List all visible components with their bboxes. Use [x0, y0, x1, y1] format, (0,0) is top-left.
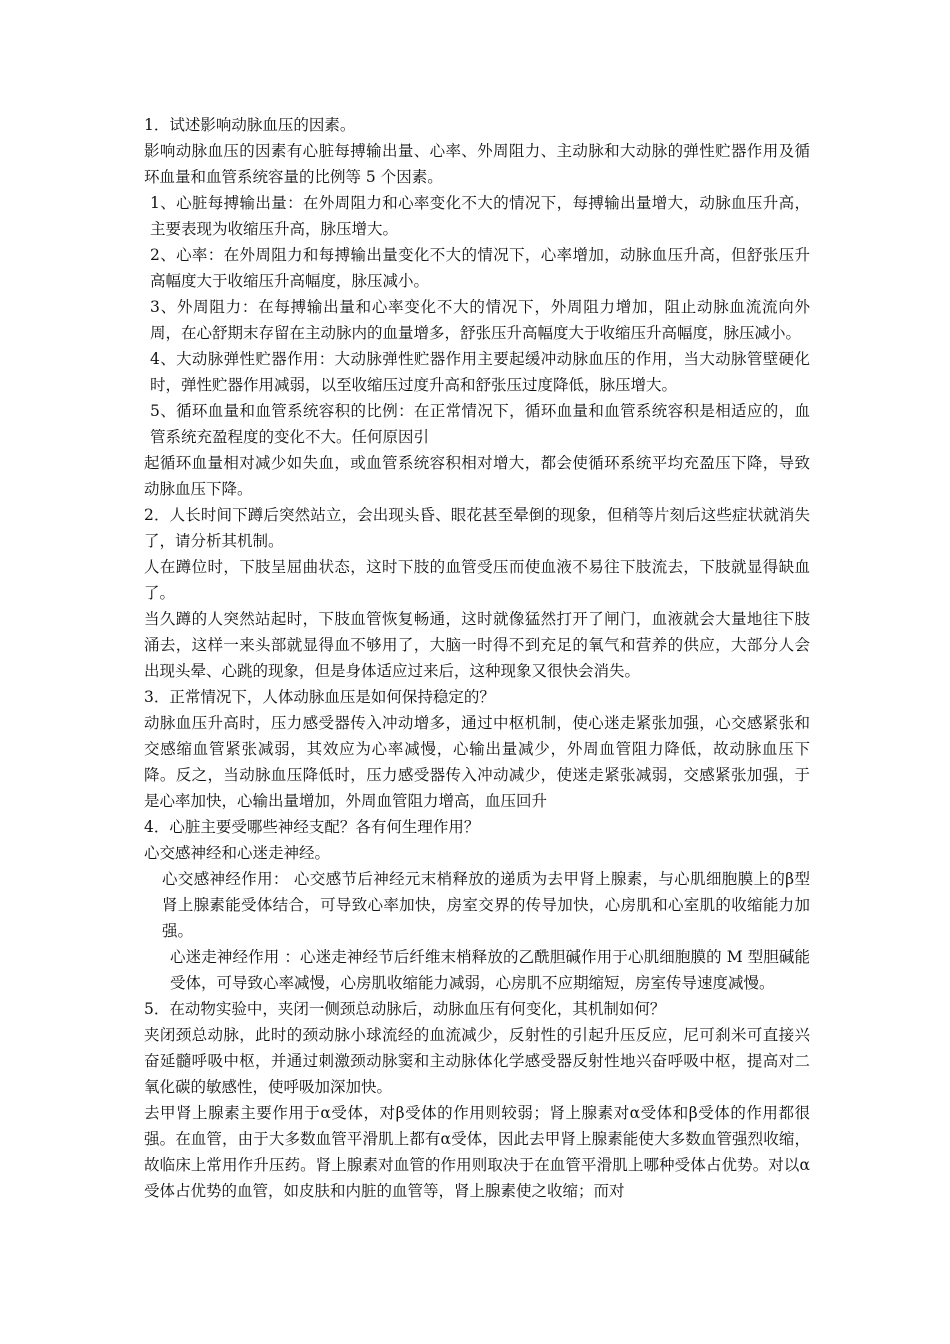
- answer-1-item-5-continued: 起循环血量相对减少如失血，或血管系统容积相对增大，都会使循环系统平均充盈压下降，导致动脉血压下降。: [144, 454, 810, 498]
- answer-1-item-5: 5、循环血量和血管系统容积的比例：在正常情况下，循环血量和血管系统容积是相适应的，血管系统充盈程度的变化不大。任何原因引: [150, 402, 810, 446]
- answer-1-item-4: 4、大动脉弹性贮器作用：大动脉弹性贮器作用主要起缓冲动脉血压的作用，当大动脉管壁硬化时，弹性贮器作用减弱，以至收缩压过度升高和舒张压过度降低，脉压增大。: [150, 350, 810, 394]
- answer-1-item-2: 2、心率：在外周阻力和每搏输出量变化不大的情况下，心率增加，动脉血压升高，但舒张压升高幅度大于收缩压升高幅度，脉压减小。: [150, 246, 810, 290]
- document-page: [144, 112, 810, 1204]
- answer-5-paragraph: 夹闭颈总动脉，此时的颈动脉小球流经的血流减少，反射性的引起升压反应，尼可刹米可直接兴奋延髓呼吸中枢，并通过刺激颈动脉窦和主动脉体化学感受器反射性地兴奋呼吸中枢，提高对二氧化碳的敏感性，使呼吸加深加快。: [144, 1026, 810, 1096]
- question-2-heading: 2．人长时间下蹲后突然站立，会出现头昏、眼花甚至晕倒的现象，但稍等片刻后这些症状就消失了，请分析其机制。: [144, 506, 810, 550]
- adrenaline-paragraph: 去甲肾上腺素主要作用于α受体，对β受体的作用则较弱；肾上腺素对α受体和β受体的作用都很强。在血管，由于大多数血管平滑肌上都有α受体，因此去甲肾上腺素能使大多数血管强烈收缩，故临床上常用作升压药。肾上腺素对血管的作用则取决于在血管平滑肌上哪种受体占优势。对以α受体占优势的血管，如皮肤和内脏的血管等，肾上腺素使之收缩；而对: [144, 1104, 810, 1200]
- answer-1-intro: 影响动脉血压的因素有心脏每搏输出量、心率、外周阻力、主动脉和大动脉的弹性贮器作用及循环血量和血管系统容量的比例等 5 个因素。: [144, 142, 810, 186]
- answer-1-item-3: 3、外周阻力：在每搏输出量和心率变化不大的情况下，外周阻力增加，阻止动脉血流流向外周，在心舒期末存留在主动脉内的血量增多，舒张压升高幅度大于收缩压升高幅度，脉压减小。: [150, 298, 810, 342]
- answer-4-summary: 心交感神经和心迷走神经。: [144, 844, 331, 862]
- answer-1-item-1: 1、心脏每搏输出量：在外周阻力和心率变化不大的情况下，每搏输出量增大，动脉血压升高，主要表现为收缩压升高，脉压增大。: [150, 194, 810, 238]
- answer-2-paragraph-2: 当久蹲的人突然站起时，下肢血管恢复畅通，这时就像猛然打开了闸门，血液就会大量地往下肢涌去，这样一来头部就显得血不够用了，大脑一时得不到充足的氧气和营养的供应，大部分人会出现头晕、心跳的现象，但是身体适应过来后，这种现象又很快会消失。: [144, 610, 810, 680]
- question-4-heading: 4．心脏主要受哪些神经支配？各有何生理作用？: [144, 818, 480, 836]
- answer-3-paragraph: 动脉血压升高时，压力感受器传入冲动增多，通过中枢机制，使心迷走紧张加强，心交感紧张和交感缩血管紧张减弱，其效应为心率减慢，心输出量减少，外周血管阻力降低，故动脉血压下降。反之，当动脉血压降低时，压力感受器传入冲动减少，使迷走紧张减弱，交感紧张加强，于是心率加快，心输出量增加，外周血管阻力增高，血压回升: [144, 714, 810, 810]
- answer-4-vagus: 心迷走神经作用 ：心迷走神经节后纤维末梢释放的乙酰胆碱作用于心肌细胞膜的 M 型胆碱能受体，可导致心率减慢，心房肌收缩能力减弱，心房肌不应期缩短，房室传导速度减慢。: [170, 948, 810, 992]
- question-3-heading: 3．正常情况下，人体动脉血压是如何保持稳定的？: [144, 688, 495, 706]
- answer-2-paragraph-1: 人在蹲位时，下肢呈屈曲状态，这时下肢的血管受压而使血液不易往下肢流去，下肢就显得缺血了。: [144, 558, 810, 602]
- answer-4-sympathetic: 心交感神经作用： 心交感节后神经元末梢释放的递质为去甲肾上腺素，与心肌细胞膜上的β型肾上腺素能受体结合，可导致心率加快，房室交界的传导加快，心房肌和心室肌的收缩能力加强。: [162, 870, 810, 940]
- question-1-heading: 1．试述影响动脉血压的因素。: [144, 116, 356, 134]
- question-5-heading: 5．在动物实验中，夹闭一侧颈总动脉后，动脉血压有何变化，其机制如何？: [144, 1000, 666, 1018]
